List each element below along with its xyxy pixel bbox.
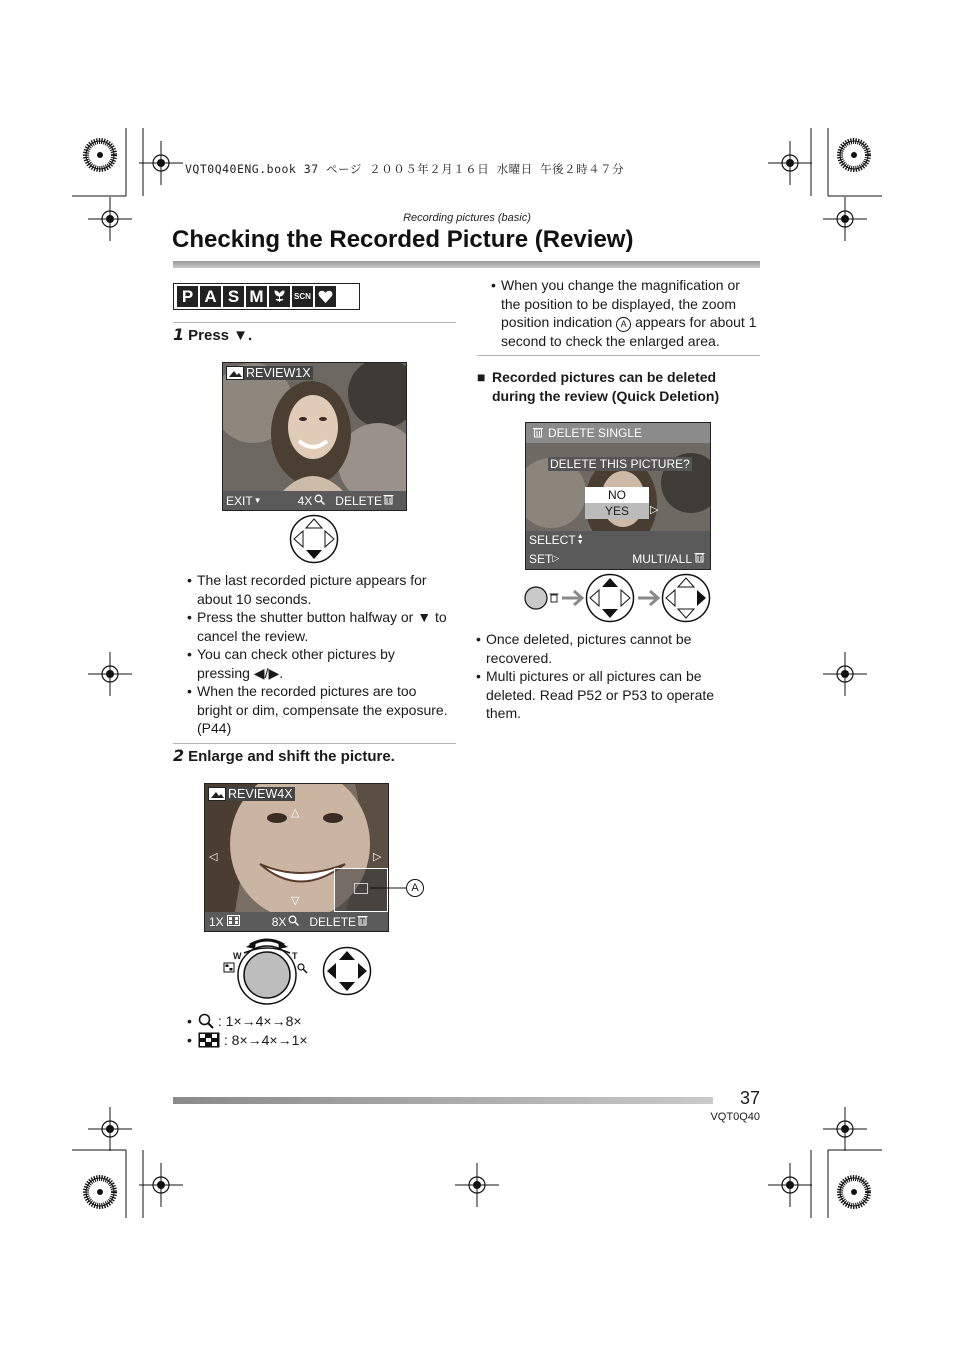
zoom-position-note (491, 276, 759, 351)
macro-icon (269, 286, 290, 307)
note: • The last recorded picture appears for about 10 seconds. (187, 571, 449, 608)
mode-icons (173, 283, 360, 310)
delete-label: DELETE (309, 914, 357, 929)
divider (477, 355, 760, 356)
set-row (529, 551, 705, 566)
review-4x-screen (204, 783, 389, 932)
magnifier-icon (288, 915, 299, 929)
multi-view-icon (227, 915, 240, 929)
note-text: appears for about 1 second to check the enlarged area. (501, 314, 757, 349)
mode-m-icon: M (246, 286, 267, 307)
callout-a-marker: A (406, 879, 424, 897)
zoom-label: 4X (297, 493, 313, 508)
review-tag (208, 787, 295, 801)
heart-icon (315, 286, 336, 307)
delete-bottom-bar (526, 531, 710, 569)
zoom-out-label: 1X (209, 914, 224, 929)
review-mode-label: REVIEW4X (228, 787, 293, 801)
right-arrow-icon: ▷ (552, 553, 560, 563)
print-header: VQT0Q40ENG.book 37 ページ ２００５年２月１６日 水曜日 午後２時４７分 (185, 162, 625, 176)
delete-title: DELETE SINGLE (548, 426, 643, 440)
delete-question: DELETE THIS PICTURE? (550, 457, 690, 471)
callout-leader (370, 878, 410, 898)
multi-all-label: MULTI/ALL (632, 551, 692, 566)
running-head: Recording pictures (basic) (403, 212, 531, 224)
zoom-t-label: T (292, 951, 298, 961)
callout-a-inline-marker: A (616, 317, 631, 332)
delete-title-bar (526, 423, 710, 443)
select-label: SELECT (529, 533, 576, 547)
note: • Press the shutter button halfway or ▼ to cancel the review. (187, 608, 449, 645)
trash-icon (550, 594, 559, 602)
scroll-left-icon: ◁ (209, 851, 218, 863)
review-mode-label: REVIEW1X (246, 366, 311, 380)
exit-label: EXIT (226, 493, 253, 508)
mode-p-icon: P (177, 286, 198, 307)
zoom-label: 8X (271, 914, 287, 929)
cursor-pad-all-icon (322, 946, 372, 996)
zoom-lever-icon (222, 933, 314, 1009)
step-1 (173, 325, 252, 344)
magnifier-icon (198, 1013, 214, 1029)
divider (173, 743, 456, 744)
title-rule (173, 261, 760, 268)
page-title: Checking the Recorded Picture (Review) (172, 226, 634, 253)
delete-button-icon (525, 587, 547, 609)
mode-s-icon: S (223, 286, 244, 307)
delete-label: DELETE (335, 493, 382, 508)
review-bottom-bar (223, 491, 406, 510)
sequence-text: : 8×→4×→1× (223, 1032, 308, 1048)
cursor-pad-down-icon (289, 514, 339, 564)
trash-icon (383, 493, 394, 508)
zoom-in-sequence (187, 1013, 302, 1029)
step-1-notes (187, 571, 449, 738)
note (491, 276, 759, 351)
down-arrow-icon: ▼ (253, 496, 262, 505)
delete-sequence-diagram (522, 573, 714, 625)
note: • When the recorded pictures are too bright or dim, compensate the exposure. (P44) (187, 682, 449, 738)
step-number: 2 (173, 746, 185, 765)
set-label: SET (529, 551, 553, 566)
portrait-drawing (223, 363, 406, 491)
step-number: 1 (173, 325, 185, 344)
step-label: Press ▼. (188, 327, 253, 344)
zoom-w-label: W (233, 951, 242, 961)
note: • Multi pictures or all pictures can be deleted. Read P52 or P53 to operate them. (476, 667, 746, 723)
playback-icon (208, 787, 226, 801)
trash-icon (694, 551, 705, 566)
mode-a-icon: A (200, 286, 221, 307)
magnifier-icon (314, 494, 325, 508)
footer-rule (173, 1097, 713, 1104)
playback-icon (226, 366, 244, 380)
model-code: VQT0Q40 (710, 1111, 760, 1123)
trash-icon (357, 914, 368, 929)
up-down-icon: ▲ ▼ (576, 533, 584, 546)
page-number: 37 (739, 1088, 760, 1108)
sequence-text: : 1×→4×→8× (217, 1013, 302, 1029)
scroll-up-icon: △ (291, 807, 300, 819)
note-text: When you change the magnification or the position to be displayed, the zoom position indication (501, 277, 740, 330)
scroll-right-icon: ▷ (373, 851, 382, 863)
note: • Once deleted, pictures cannot be recovered. (476, 630, 746, 667)
multi-view-icon (198, 1032, 220, 1048)
portrait-photo (223, 363, 406, 491)
zoom-position-frame (354, 883, 368, 894)
option-yes[interactable]: YES (585, 503, 649, 519)
mode-scn-icon: SCN (292, 286, 313, 307)
cursor-pad-right-icon (663, 575, 710, 622)
quick-delete-heading (477, 368, 757, 406)
square-bullet-icon: ■ (477, 369, 486, 385)
review-tag (226, 366, 313, 380)
select-row (529, 533, 584, 547)
zoom-out-sequence (187, 1032, 308, 1048)
option-no[interactable]: NO (585, 487, 649, 503)
trash-icon (532, 426, 544, 441)
bullet: • (187, 1032, 192, 1048)
bullet: • (187, 1013, 192, 1029)
scroll-down-icon: ▽ (291, 895, 300, 907)
cursor-pad-up-icon (587, 575, 634, 622)
delete-notes (476, 630, 746, 723)
step-label: Enlarge and shift the picture. (188, 748, 395, 765)
step-2 (173, 746, 395, 765)
heading-text: Recorded pictures can be deleted during the review (Quick Deletion) (492, 369, 720, 404)
note: • You can check other pictures by pressing ◀/▶. (187, 645, 449, 682)
right-arrow-icon: ▷ (650, 504, 659, 516)
review-1x-screen (222, 362, 407, 511)
divider (173, 322, 456, 323)
delete-screen (525, 422, 711, 570)
review-bottom-bar (205, 912, 388, 931)
